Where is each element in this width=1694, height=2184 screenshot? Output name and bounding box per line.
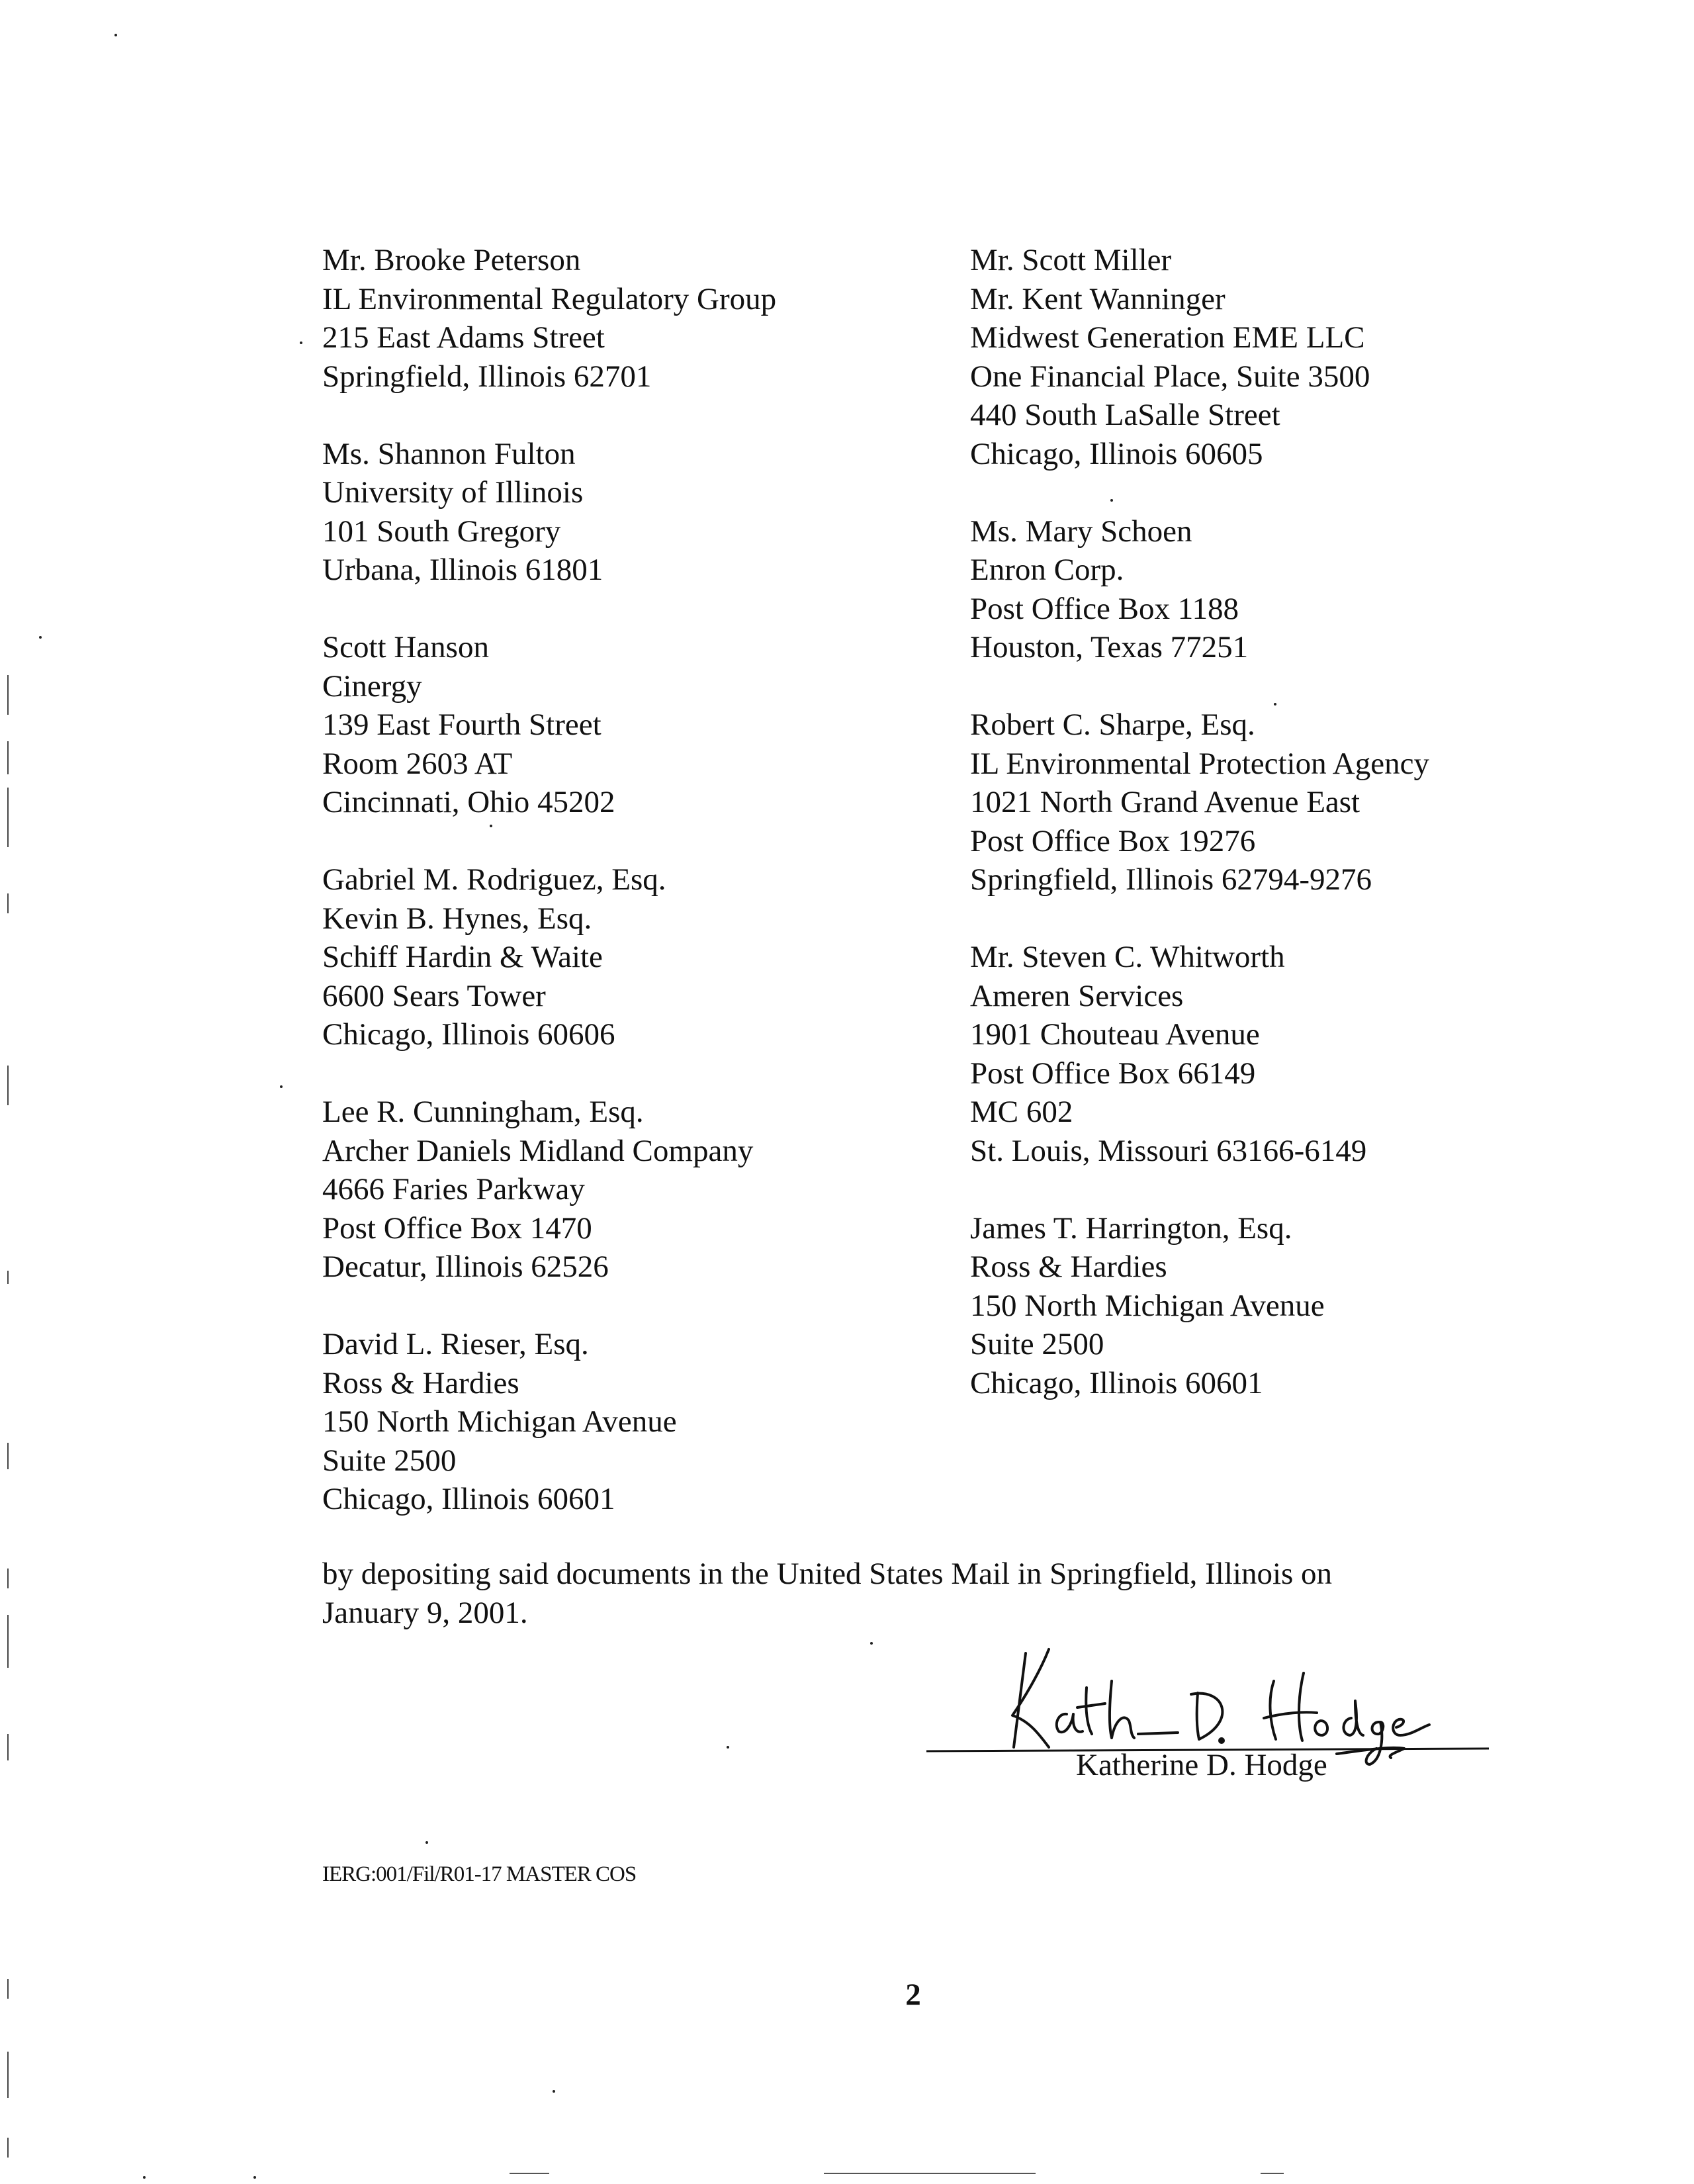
address-line: Gabriel M. Rodriguez, Esq. [322, 862, 666, 897]
address-line: 4666 Faries Parkway [322, 1172, 585, 1206]
address-line: Enron Corp. [970, 553, 1124, 587]
address-line: Cinergy [322, 668, 422, 704]
document-reference: IERG:001/Fil/R01-17 MASTER COS [322, 1862, 637, 1886]
address-block [970, 1209, 1632, 1403]
address-line: Scott Hanson [322, 630, 489, 664]
address-line: Suite 2500 [970, 1327, 1104, 1361]
address-line: Room 2603 AT [322, 746, 513, 781]
address-line: Lee R. Cunningham, Esq. [322, 1095, 644, 1129]
address-line: 150 North Michigan Avenue [970, 1288, 1325, 1323]
address-block [322, 628, 918, 822]
address-line: IL Environmental Regulatory Group [322, 281, 777, 316]
address-block [970, 705, 1632, 899]
address-line: James T. Harrington, Esq. [970, 1210, 1292, 1246]
address-line: Chicago, Illinois 60606 [322, 1017, 615, 1052]
address-line: Ms. Mary Schoen [970, 514, 1192, 549]
address-line: Robert C. Sharpe, Esq. [970, 707, 1255, 742]
address-line: Houston, Texas 77251 [970, 630, 1249, 664]
address-line: 440 South LaSalle Street [970, 398, 1280, 432]
address-line: David L. Rieser, Esq. [322, 1327, 589, 1361]
address-line: One Financial Place, Suite 3500 [970, 359, 1370, 394]
address-line: Post Office Box 19276 [970, 823, 1256, 858]
closing-line: by depositing said documents in the United States Mail in Springfield, Illinois on [322, 1557, 1333, 1591]
address-line: Archer Daniels Midland Company [322, 1133, 754, 1168]
address-line: Midwest Generation EME LLC [970, 320, 1365, 355]
address-line: Ross & Hardies [970, 1250, 1167, 1284]
address-line: Ross & Hardies [322, 1365, 519, 1400]
address-block [322, 435, 918, 590]
address-block [970, 241, 1632, 473]
address-line: 6600 Sears Tower [322, 978, 546, 1013]
address-line: St. Louis, Missouri 63166-6149 [970, 1133, 1367, 1168]
address-column-left [322, 241, 918, 1557]
address-line: Cincinnati, Ohio 45202 [322, 785, 615, 819]
address-column-right [970, 241, 1632, 1441]
address-line: Ms. Shannon Fulton [322, 436, 576, 471]
address-line: 215 East Adams Street [322, 320, 605, 355]
address-line: 101 South Gregory [322, 514, 561, 549]
address-line: Chicago, Illinois 60601 [970, 1365, 1263, 1400]
address-line: 139 East Fourth Street [322, 707, 602, 742]
address-line: Ameren Services [970, 978, 1184, 1013]
address-line: 1901 Chouteau Avenue [970, 1017, 1260, 1052]
address-line: Chicago, Illinois 60601 [322, 1482, 615, 1516]
address-line: IL Environmental Protection Agency [970, 746, 1429, 781]
address-line: Urbana, Illinois 61801 [322, 553, 603, 587]
closing-statement [322, 1555, 1513, 1632]
address-block [322, 860, 918, 1054]
address-line: Springfield, Illinois 62794-9276 [970, 862, 1372, 897]
address-line: Schiff Hardin & Waite [322, 940, 603, 974]
address-line: Suite 2500 [322, 1443, 457, 1478]
address-line: Post Office Box 66149 [970, 1056, 1256, 1091]
address-line: MC 602 [970, 1095, 1073, 1129]
address-line: Decatur, Illinois 62526 [322, 1250, 609, 1284]
address-block [970, 512, 1632, 667]
address-line: 150 North Michigan Avenue [322, 1404, 677, 1439]
page-number: 2 [905, 1978, 921, 2012]
address-line: Kevin B. Hynes, Esq. [322, 901, 592, 936]
address-line: Post Office Box 1470 [322, 1210, 592, 1246]
address-line: Mr. Kent Wanninger [970, 281, 1226, 316]
address-block [970, 938, 1632, 1170]
address-line: 1021 North Grand Avenue East [970, 785, 1360, 819]
address-line: Chicago, Illinois 60605 [970, 436, 1263, 471]
address-line: Springfield, Illinois 62701 [322, 359, 652, 394]
address-block [322, 1093, 918, 1287]
address-line: Mr. Steven C. Whitworth [970, 940, 1285, 974]
address-line: University of Illinois [322, 475, 584, 510]
address-line: Mr. Scott Miller [970, 243, 1172, 277]
address-line: Post Office Box 1188 [970, 591, 1239, 626]
address-line: Mr. Brooke Peterson [322, 243, 581, 277]
signer-name: Katherine D. Hodge [1076, 1748, 1327, 1782]
address-block [322, 1325, 918, 1519]
closing-date: January 9, 2001. [322, 1595, 528, 1630]
address-block [322, 241, 918, 396]
